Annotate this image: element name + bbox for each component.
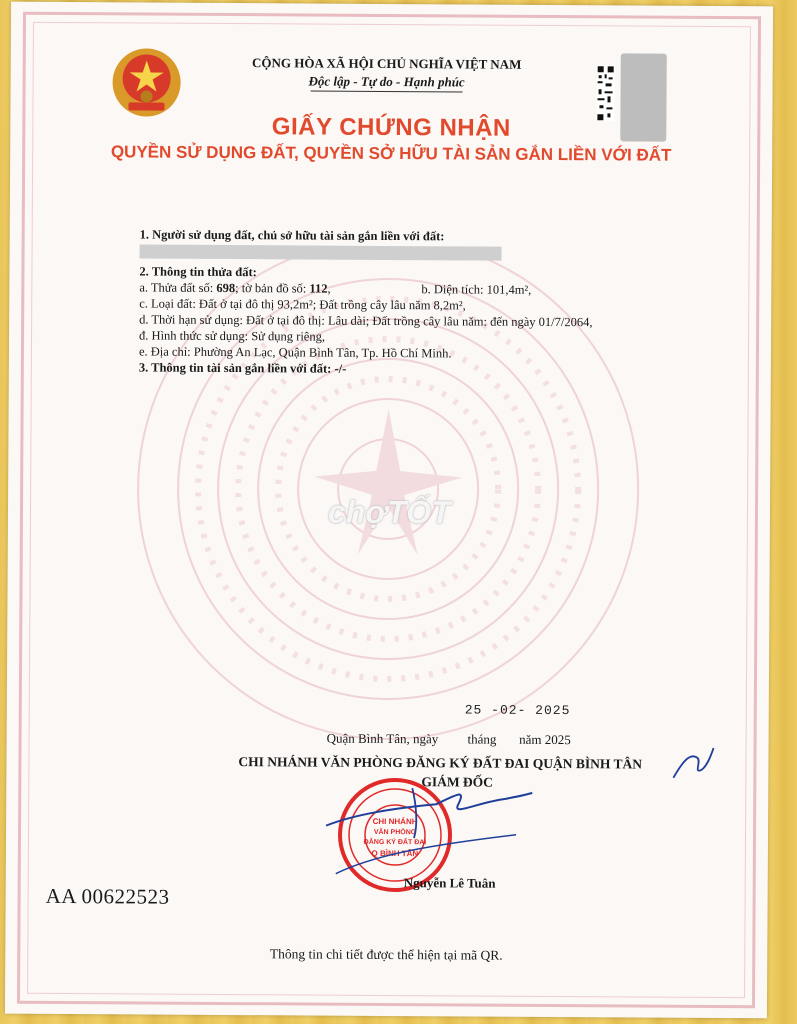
national-motto: Độc lập - Tự do - Hạnh phúc — [308, 73, 465, 90]
svg-text:CHI NHÁNH: CHI NHÁNH — [372, 816, 418, 827]
section-2-heading: 2. Thông tin thửa đất: — [139, 264, 257, 280]
serial-number: AA 00622523 — [45, 883, 170, 909]
signer-name: Nguyễn Lê Tuân — [403, 875, 496, 891]
republic-heading: CỘNG HÒA XÃ HỘI CHỦ NGHĨA VIỆT NAM — [252, 55, 522, 72]
issuing-office: CHI NHÁNH VĂN PHÒNG ĐĂNG KÝ ĐẤT ĐAI QUẬN BÌNH TÂN — [238, 754, 643, 772]
handwritten-signature — [316, 774, 537, 885]
map-number: 112 — [309, 281, 328, 296]
usage-form-line: đ. Hình thức sử dụng: Sử dụng riêng, — [139, 328, 326, 344]
parcel-number: 698 — [216, 280, 236, 296]
svg-text:Q BÌNH TÂN: Q BÌNH TÂN — [371, 848, 419, 859]
parcel-label: a. Thửa đất số: — [139, 280, 217, 295]
national-emblem-icon — [106, 44, 186, 122]
parcel-line — [139, 280, 330, 296]
map-label: ; tờ bản đồ số: — [235, 281, 310, 296]
watermark-logo: chợTỐT — [327, 493, 451, 531]
signer-position: GIÁM ĐỐC — [421, 774, 494, 790]
area-line: b. Diện tích: 101,4m², — [421, 282, 532, 297]
svg-text:VĂN PHÒNG: VĂN PHÒNG — [373, 828, 417, 837]
section-1-heading: 1. Người sử dụng đất, chủ sở hữu tài sản gắn liền với đất: — [139, 227, 445, 244]
certificate-subtitle: QUYỀN SỬ DỤNG ĐẤT, QUYỀN SỞ HỮU TÀI SẢN GẮN LIỀN VỚI ĐẤT — [110, 142, 672, 165]
svg-text:ĐĂNG KÝ ĐẤT ĐAI: ĐĂNG KÝ ĐẤT ĐAI — [363, 838, 427, 847]
date-stamp: 25 -02- 2025 — [464, 702, 571, 719]
signing-date-line: Quận Bình Tân, ngày tháng năm 2025 — [326, 730, 571, 748]
usage-term-line: d. Thời hạn sử dụng: Đất ở tại đô thị: Lâu dài; Đất trồng cây lâu năm: đến ngày 01/7/2064, — [139, 312, 593, 330]
qr-footnote: Thông tin chi tiết được thể hiện tại mã QR. — [269, 946, 503, 963]
certificate-title: GIẤY CHỨNG NHẬN — [271, 113, 511, 142]
parcel-comma: , — [327, 281, 331, 296]
section-3-heading: 3. Thông tin tài sản gắn liền với đất: -/- — [138, 360, 347, 376]
land-type-line: c. Loại đất: Đất ở tại đô thị 93,2m²; Đất trồng cây lâu năm 8,2m², — [139, 296, 466, 313]
initial-signature — [671, 744, 715, 784]
address-line: e. Địa chỉ: Phường An Lạc, Quận Bình Tân, Tp. Hồ Chí Minh. — [138, 344, 452, 361]
land-use-certificate — [5, 2, 773, 1019]
redacted-owner-name — [140, 244, 502, 260]
qr-code-icon — [596, 65, 614, 121]
